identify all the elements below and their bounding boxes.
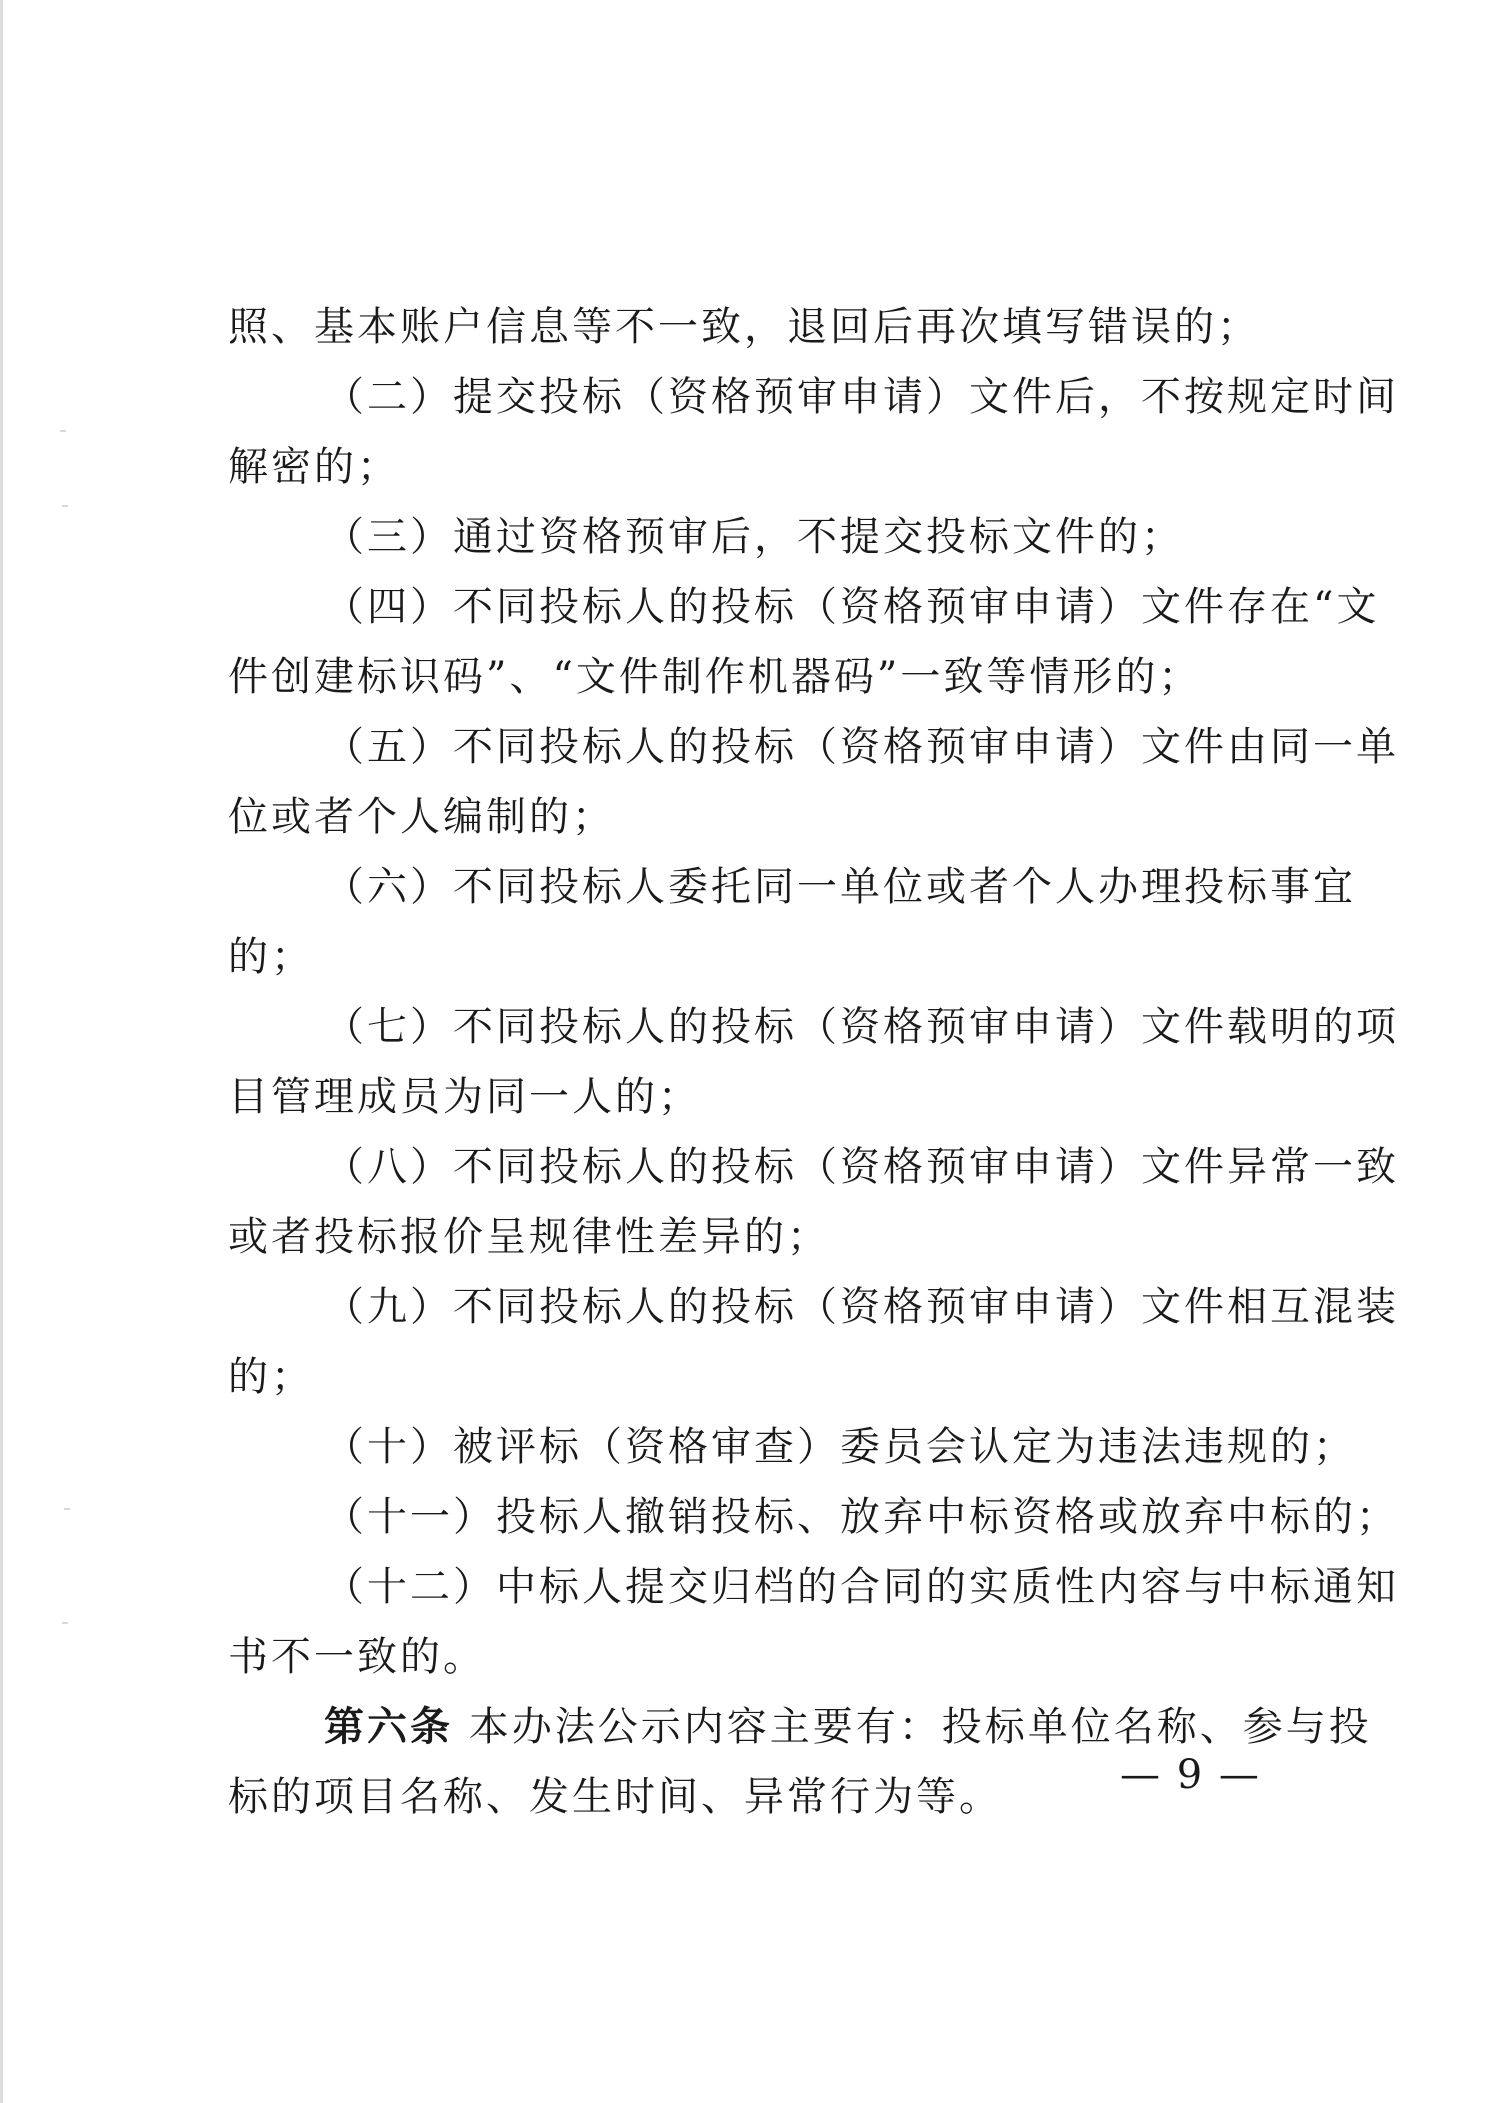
text-line: （二）提交投标（资格预审申请）文件后，不按规定时间 <box>324 374 1399 420</box>
scan-speck <box>62 505 68 507</box>
text-line: 照、基本账户信息等不一致，退回后再次填写错误的； <box>228 304 1260 350</box>
text-line: 解密的； <box>228 444 400 490</box>
text-line: （九）不同投标人的投标（资格预审申请）文件相互混装 <box>324 1284 1399 1330</box>
text-line: （十）被评标（资格审查）委员会认定为违法违规的； <box>324 1424 1356 1470</box>
page-number: — 9 — <box>1120 1752 1261 1798</box>
clause-lines <box>228 292 1399 1692</box>
document-body <box>228 292 1399 1832</box>
text-line: （七）不同投标人的投标（资格预审申请）文件载明的项 <box>324 1004 1399 1050</box>
article-6-text-1: 本办法公示内容主要有：投标单位名称、参与投 <box>468 1704 1372 1750</box>
text-line: （三）通过资格预审后，不提交投标文件的； <box>324 514 1184 560</box>
text-line: 书不一致的。 <box>228 1634 486 1680</box>
text-line: 的； <box>228 1354 314 1400</box>
article-6-line-2: 标的项目名称、发生时间、异常行为等。 <box>228 1774 1002 1820</box>
text-line: 的； <box>228 934 314 980</box>
text-line: 位或者个人编制的； <box>228 794 615 840</box>
text-line: （十二）中标人提交归档的合同的实质性内容与中标通知 <box>324 1564 1399 1610</box>
text-line: 或者投标报价呈规律性差异的； <box>228 1214 830 1260</box>
text-line: （五）不同投标人的投标（资格预审申请）文件由同一单 <box>324 724 1399 770</box>
text-line: 件创建标识码”、“文件制作机器码”一致等情形的； <box>228 654 1202 700</box>
scan-speck <box>60 430 66 432</box>
text-line: （十一）投标人撤销投标、放弃中标资格或放弃中标的； <box>324 1494 1399 1540</box>
text-line: 目管理成员为同一人的； <box>228 1074 701 1120</box>
text-line: （六）不同投标人委托同一单位或者个人办理投标事宜 <box>324 864 1356 910</box>
scan-speck <box>64 1508 70 1510</box>
text-line: （四）不同投标人的投标（资格预审申请）文件存在“文 <box>324 584 1380 630</box>
page-edge <box>0 0 3 2103</box>
text-line: （八）不同投标人的投标（资格预审申请）文件异常一致 <box>324 1144 1399 1190</box>
article-6-heading: 第六条 <box>324 1703 453 1750</box>
scan-speck <box>62 1622 68 1624</box>
